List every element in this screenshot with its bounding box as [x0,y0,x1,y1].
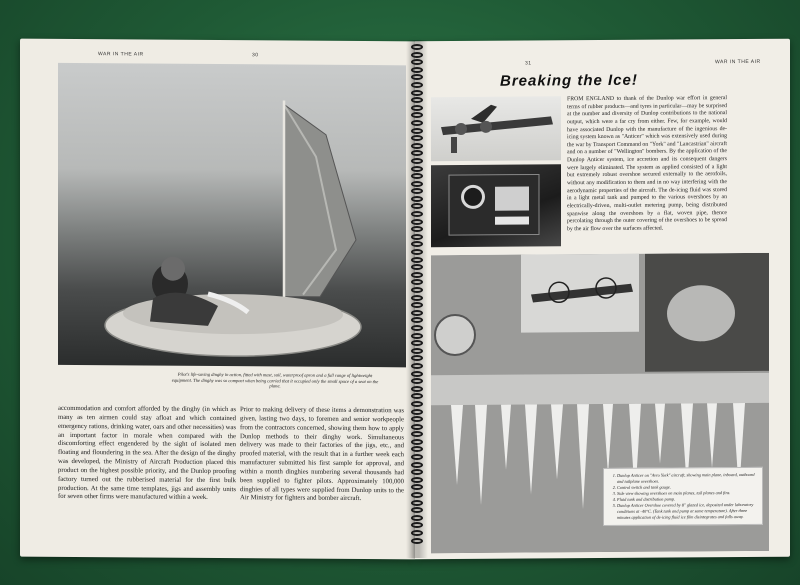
spiral-ring [411,287,423,293]
spiral-ring [411,477,423,483]
spiral-ring [411,226,423,232]
left-page [20,39,415,560]
spiral-ring [411,52,423,58]
spiral-ring [411,302,423,308]
spiral-ring [411,348,423,354]
spiral-ring [411,507,423,513]
spiral-ring [411,340,423,346]
spiral-ring [411,386,423,392]
legend-item-1: 1. Dunlop Anticer on "Avro York" aircraft, showing main plane, inboard, outboard and tailplane overshoes. [617,472,757,485]
spiral-ring [411,492,423,498]
spiral-ring [411,431,423,437]
spiral-ring [411,355,423,361]
dinghy-photo [58,63,406,367]
spiral-ring [411,424,423,430]
spiral-ring [411,295,423,301]
spiral-ring [411,454,423,460]
spiral-ring [411,409,423,415]
left-column-2: Prior to making delivery of these items a demonstration was given, lasting two days, to foremen and senior workpeople from the contractors concerned, showing them how to apply Dunlop methods to their dinghy work. Simultaneous delivery was made to their factories of the jigs, etc., and proofed material, with the result that in a further week each manufacturer submitted his first sample for approval, and within a month dinghies numbering several thousands had been supplied to fighter pilots. Approximately 100,000 dinghies of all types were supplied from Dunlop units to the Air Ministry for fighters and bomber aircraft. [240,406,404,503]
spiral-ring [411,446,423,452]
spiral-ring [411,97,423,103]
spiral-ring [411,112,423,118]
left-page-number: 30 [252,52,259,59]
spiral-ring [411,522,423,528]
legend-item-5: 5. Dunlop Anticer Overshoe covered by 8" glazed ice, deposited under laboratory conditions at -40°C. (Tank tank and pump at same temperature). After three minutes application of de-icing fluid ice film disintegrates and falls away. [617,502,757,521]
spiral-ring [411,401,423,407]
spiral-ring [411,538,423,544]
spiral-ring [411,249,423,255]
control-panel-illustration [431,164,561,247]
open-book [20,40,790,558]
right-column-text: FROM ENGLAND to thank of the Dunlop war effort in general terms of rubber products—and tyres in particular—may be surprised at the number and diversity of Dunlop contributions to the national output, which were a far cry from either. Few, for example, would have associated Dunlop with the manufacture of the ingenious de-icing system known as "Anticer" which was extensively used during the war by Transport Command on "York" and "Lancastrian" aircraft and on a number of "Wellington" bombers. By the application of the Dunlop Anticer system, ice accretion and its consequent dangers were largely eliminated. The system as applied consisted of a light but extremely robust overshoe secured externally to the aerofoils, without any modification to them and in no way interfering with the aerodynamic properties of the aircraft. The de-icing fluid was stored in a light metal tank and pumped to the various overshoes by an electrically-driven, multi-outlet metering pump, being distributed spanwise along the overshoes by a flat, woven pipe, thence percolating through the outer covering of the overshoes to be spread by the air flow over the surfaces affected. [567,95,727,233]
spiral-ring [411,173,423,179]
spiral-ring [411,128,423,134]
spiral-ring [411,59,423,65]
avro-york-photo [431,96,561,161]
spiral-ring [411,363,423,369]
spiral-ring [411,416,423,422]
spiral-ring [411,143,423,149]
spiral-ring [411,158,423,164]
spiral-ring [411,264,423,270]
spiral-ring [411,310,423,316]
spiral-ring [411,500,423,506]
spiral-ring [411,484,423,490]
right-page [415,39,790,560]
spiral-ring [411,317,423,323]
spiral-ring [411,378,423,384]
left-column-1: accommodation and comfort afforded by the dinghy (in which as many as ten airmen could stay afloat and which contained emergency rations, drinking water, oars and other necessities) was an important factor in morale when compared with the discomforting effect engendered by the sight of isolated men floating and floundering in the sea. After the design of the dinghy was developed, the Ministry of Aircraft Production placed this product on the highest possible priority, and the Dunlop proofing factory turned out the rubberised material for the first bulk production. At the same time templates, jigs and assembly units for seven other firms were manufactured within a week. [58,404,236,502]
spiral-ring [411,105,423,111]
spiral-ring [411,515,423,521]
article-title: Breaking the Ice! [500,71,638,90]
spiral-ring [411,371,423,377]
dinghy-photo-caption: Pilot's life-saving dinghy in action, fitted with mast, sail, waterproof apron and a full range of lightweight equipment. The dinghy was so compact when being carried that it occupied only the small space of a seat on the plane. [171,371,379,389]
left-running-head: WAR IN THE AIR [98,51,144,58]
spiral-binding [411,44,425,556]
legend-item-3: 3. Side view showing overshoes on main planes, tail planes and fins. [617,490,757,497]
spiral-ring [411,333,423,339]
spiral-ring [411,211,423,217]
spiral-ring [411,272,423,278]
spiral-ring [411,181,423,187]
spiral-ring [411,150,423,156]
spiral-ring [411,241,423,247]
spiral-ring [411,135,423,141]
spiral-ring [411,234,423,240]
spiral-ring [411,257,423,263]
spiral-ring [411,196,423,202]
photo-legend [603,467,763,526]
spiral-ring [411,74,423,80]
spiral-ring [411,166,423,172]
spiral-ring [411,188,423,194]
spiral-ring [411,530,423,536]
legend-item-4: 4. Fluid tank and distribution pump. [617,496,757,503]
spiral-ring [411,462,423,468]
spiral-ring [411,82,423,88]
spiral-ring [411,393,423,399]
spiral-ring [411,120,423,126]
control-switch-photo [431,164,561,247]
spiral-ring [411,279,423,285]
spiral-ring [411,203,423,209]
spiral-ring [411,325,423,331]
spiral-ring [411,67,423,73]
spiral-ring [411,90,423,96]
right-page-number: 31 [525,60,532,67]
right-running-head: WAR IN THE AIR [715,58,761,66]
aircraft-illustration [431,96,561,161]
spiral-ring [411,44,423,50]
spiral-ring [411,469,423,475]
spiral-ring [411,219,423,225]
legend-item-2: 2. Control switch and tank gauge. [617,484,757,491]
dinghy-illustration [58,63,406,367]
spiral-ring [411,439,423,445]
